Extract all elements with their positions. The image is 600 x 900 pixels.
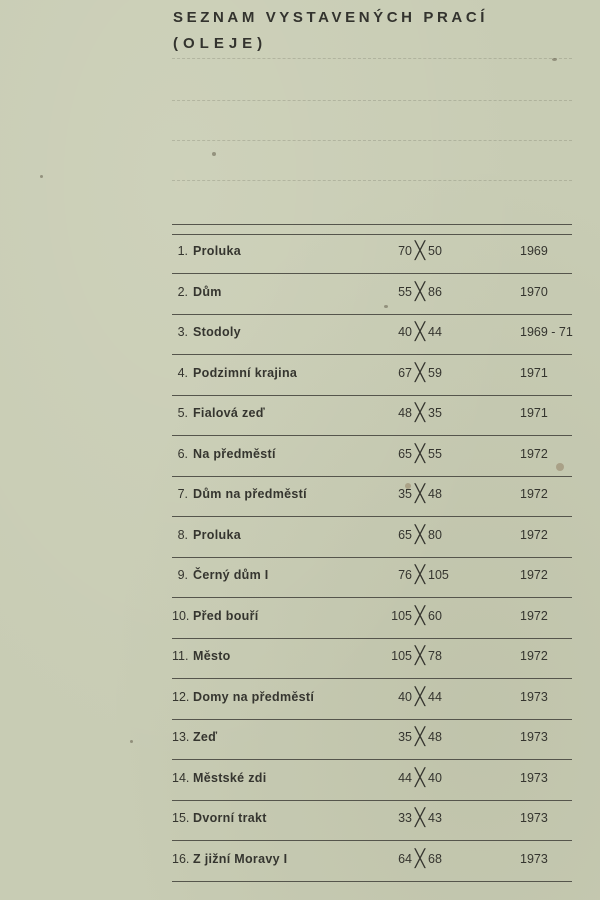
paper-speck <box>384 305 388 308</box>
work-year: 1972 <box>520 649 548 663</box>
list-item <box>172 322 582 347</box>
work-width: 40 <box>398 325 412 339</box>
work-year: 1973 <box>520 811 548 825</box>
row-divider <box>172 273 572 274</box>
list-item <box>172 808 582 833</box>
times-sign: ╳ <box>414 484 426 503</box>
work-number: 8. <box>177 528 188 542</box>
table-top-rule <box>172 234 572 235</box>
work-dimensions <box>384 606 476 625</box>
work-dimensions <box>384 849 476 868</box>
work-width: 67 <box>398 366 412 380</box>
work-title: Podzimní krajina <box>193 366 298 380</box>
row-divider <box>172 719 572 720</box>
work-height: 44 <box>428 690 442 704</box>
row-divider <box>172 395 572 396</box>
bleed-through-line <box>172 140 572 141</box>
list-item <box>172 484 582 509</box>
list-item <box>172 687 582 712</box>
work-year: 1972 <box>520 609 548 623</box>
work-height: 78 <box>428 649 442 663</box>
times-sign: ╳ <box>414 241 426 260</box>
work-width: 55 <box>398 285 412 299</box>
work-title: Zeď <box>193 730 218 744</box>
work-height: 60 <box>428 609 442 623</box>
work-number: 12. <box>172 690 190 704</box>
work-year: 1972 <box>520 568 548 582</box>
times-sign: ╳ <box>414 565 426 584</box>
work-year: 1971 <box>520 406 548 420</box>
list-item <box>172 403 582 428</box>
work-year: 1973 <box>520 852 548 866</box>
list-item <box>172 849 582 874</box>
work-title: Městské zdi <box>193 771 267 785</box>
work-number: 11. <box>172 649 189 663</box>
work-title: Před bouří <box>193 609 259 623</box>
work-number: 6. <box>177 447 188 461</box>
work-dimensions <box>384 444 476 463</box>
list-item <box>172 444 582 469</box>
paper-speck <box>405 483 411 489</box>
top-divider <box>172 224 572 225</box>
work-number: 15. <box>172 811 190 825</box>
times-sign: ╳ <box>414 322 426 341</box>
row-divider <box>172 516 572 517</box>
work-number: 9. <box>177 568 188 582</box>
work-title: Domy na předměstí <box>193 690 315 704</box>
work-title: Proluka <box>193 528 241 542</box>
work-height: 48 <box>428 730 442 744</box>
work-height: 40 <box>428 771 442 785</box>
work-height: 55 <box>428 447 442 461</box>
paper-speck <box>212 152 216 156</box>
work-title: Dům na předměstí <box>193 487 307 501</box>
list-item <box>172 525 582 550</box>
work-year: 1973 <box>520 771 548 785</box>
paper-speck <box>552 58 557 61</box>
bleed-through-line <box>172 180 572 181</box>
times-sign: ╳ <box>414 444 426 463</box>
work-number: 7. <box>177 487 188 501</box>
work-dimensions <box>384 808 476 827</box>
row-divider <box>172 638 572 639</box>
times-sign: ╳ <box>414 727 426 746</box>
paper-speck <box>40 175 43 178</box>
bleed-through-line <box>172 100 572 101</box>
list-item <box>172 646 582 671</box>
work-width: 105 <box>391 649 412 663</box>
times-sign: ╳ <box>414 849 426 868</box>
times-sign: ╳ <box>414 363 426 382</box>
work-width: 105 <box>391 609 412 623</box>
list-item <box>172 768 582 793</box>
page-subtitle: (OLEJE) <box>173 35 268 52</box>
times-sign: ╳ <box>414 687 426 706</box>
work-width: 76 <box>398 568 412 582</box>
list-item <box>172 241 582 266</box>
work-width: 44 <box>398 771 412 785</box>
times-sign: ╳ <box>414 768 426 787</box>
work-width: 33 <box>398 811 412 825</box>
work-dimensions <box>384 687 476 706</box>
row-divider <box>172 597 572 598</box>
work-title: Dům <box>193 285 222 299</box>
work-height: 86 <box>428 285 442 299</box>
times-sign: ╳ <box>414 646 426 665</box>
work-height: 59 <box>428 366 442 380</box>
work-number: 2. <box>177 285 188 299</box>
row-divider <box>172 759 572 760</box>
work-height: 50 <box>428 244 442 258</box>
list-item <box>172 727 582 752</box>
work-dimensions <box>384 241 476 260</box>
bleed-through-line <box>172 58 572 59</box>
work-number: 1. <box>177 244 188 258</box>
work-dimensions <box>384 768 476 787</box>
work-year: 1973 <box>520 690 548 704</box>
times-sign: ╳ <box>414 606 426 625</box>
work-width: 40 <box>398 690 412 704</box>
row-divider <box>172 678 572 679</box>
list-item <box>172 565 582 590</box>
work-width: 65 <box>398 447 412 461</box>
row-divider <box>172 881 572 882</box>
work-dimensions <box>384 403 476 422</box>
work-dimensions <box>384 484 476 503</box>
work-height: 43 <box>428 811 442 825</box>
work-width: 70 <box>398 244 412 258</box>
work-title: Na předměstí <box>193 447 276 461</box>
row-divider <box>172 314 572 315</box>
row-divider <box>172 800 572 801</box>
row-divider <box>172 476 572 477</box>
work-height: 44 <box>428 325 442 339</box>
work-width: 65 <box>398 528 412 542</box>
work-dimensions <box>384 727 476 746</box>
list-item <box>172 282 582 307</box>
work-dimensions <box>384 363 476 382</box>
work-height: 48 <box>428 487 442 501</box>
times-sign: ╳ <box>414 808 426 827</box>
work-number: 13. <box>172 730 190 744</box>
row-divider <box>172 557 572 558</box>
work-year: 1972 <box>520 447 548 461</box>
times-sign: ╳ <box>414 403 426 422</box>
work-year: 1969 <box>520 244 548 258</box>
list-item <box>172 606 582 631</box>
work-dimensions <box>384 565 476 584</box>
work-dimensions <box>384 525 476 544</box>
paper-speck <box>130 740 133 743</box>
work-title: Město <box>193 649 231 663</box>
paper-speck <box>556 463 564 471</box>
work-number: 5. <box>177 406 188 420</box>
work-width: 64 <box>398 852 412 866</box>
row-divider <box>172 354 572 355</box>
work-width: 35 <box>398 730 412 744</box>
work-year: 1969 - 71 <box>520 325 573 339</box>
work-dimensions <box>384 282 476 301</box>
work-height: 105 <box>428 568 449 582</box>
row-divider <box>172 840 572 841</box>
work-height: 35 <box>428 406 442 420</box>
work-width: 48 <box>398 406 412 420</box>
times-sign: ╳ <box>414 525 426 544</box>
work-number: 10. <box>172 609 190 623</box>
work-title: Dvorní trakt <box>193 811 267 825</box>
work-year: 1972 <box>520 528 548 542</box>
work-year: 1972 <box>520 487 548 501</box>
work-dimensions <box>384 322 476 341</box>
work-year: 1971 <box>520 366 548 380</box>
work-width: 35 <box>398 487 412 501</box>
times-sign: ╳ <box>414 282 426 301</box>
work-title: Fialová zeď <box>193 406 266 420</box>
work-year: 1973 <box>520 730 548 744</box>
work-number: 14. <box>172 771 190 785</box>
list-item <box>172 363 582 388</box>
work-title: Stodoly <box>193 325 241 339</box>
work-height: 80 <box>428 528 442 542</box>
work-title: Z jižní Moravy I <box>193 852 288 866</box>
page-title: SEZNAM VYSTAVENÝCH PRACÍ <box>173 9 489 26</box>
work-dimensions <box>384 646 476 665</box>
work-title: Černý dům I <box>193 568 269 582</box>
work-number: 3. <box>177 325 188 339</box>
work-year: 1970 <box>520 285 548 299</box>
row-divider <box>172 435 572 436</box>
work-title: Proluka <box>193 244 241 258</box>
work-number: 4. <box>177 366 188 380</box>
work-height: 68 <box>428 852 442 866</box>
work-number: 16. <box>172 852 190 866</box>
